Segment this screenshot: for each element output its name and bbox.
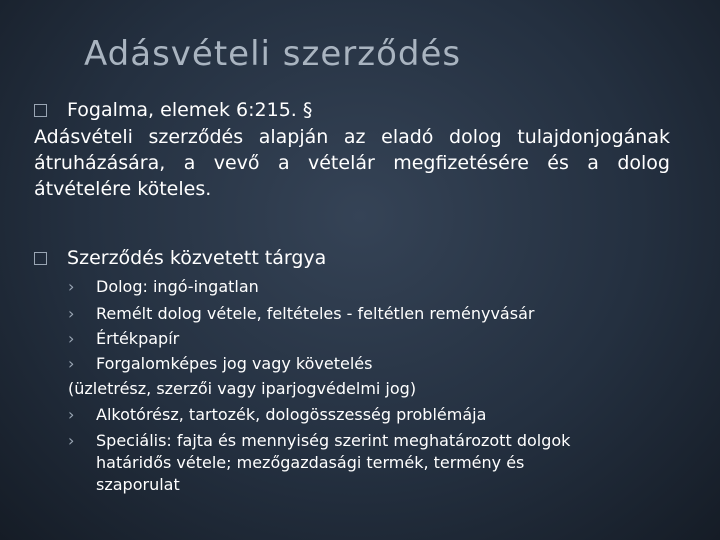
square-bullet-icon: [34, 104, 47, 117]
bullet-2: [34, 247, 326, 269]
sub-item-5: › Alkotórész, tartozék, dologösszesség problémája: [68, 405, 487, 424]
bullet-1-paragraph: Adásvételi szerződés alapján az eladó dolog tulajdonjogának átruházására, a vevő a vételár megfizetésére és a dolog átvételére köteles.: [34, 126, 670, 200]
chevron-right-icon: ›: [68, 329, 75, 348]
chevron-right-icon: ›: [68, 405, 75, 424]
square-bullet-icon: [34, 252, 47, 265]
slide-title: Adásvételi szerződés: [84, 34, 462, 74]
sub-item-3: › Értékpapír: [68, 329, 180, 348]
sub-item-6: › Speciális: fajta és mennyiség szerint meghatározott dolgok: [68, 431, 571, 450]
sub-item-6-cont-1: határidős vétele; mezőgazdasági termék, termény és: [96, 453, 525, 472]
chevron-right-icon: ›: [68, 277, 75, 296]
sub-item-4: › Forgalomképes jog vagy követelés: [68, 354, 373, 373]
sub-item-2: › Remélt dolog vétele, feltételes - feltétlen reményvásár: [68, 304, 535, 323]
chevron-right-icon: ›: [68, 354, 75, 373]
sub-item-note: (üzletrész, szerzői vagy iparjogvédelmi jog): [68, 379, 417, 398]
sub-item-6-cont-2: szaporulat: [96, 475, 180, 494]
bullet-1: [34, 99, 312, 121]
bullet-1-title: Fogalma, elemek 6:215. §: [67, 99, 313, 121]
chevron-right-icon: ›: [68, 431, 75, 450]
sub-item-1: › Dolog: ingó-ingatlan: [68, 277, 259, 296]
chevron-right-icon: ›: [68, 304, 75, 323]
bullet-2-title: Szerződés közvetett tárgya: [67, 247, 327, 269]
